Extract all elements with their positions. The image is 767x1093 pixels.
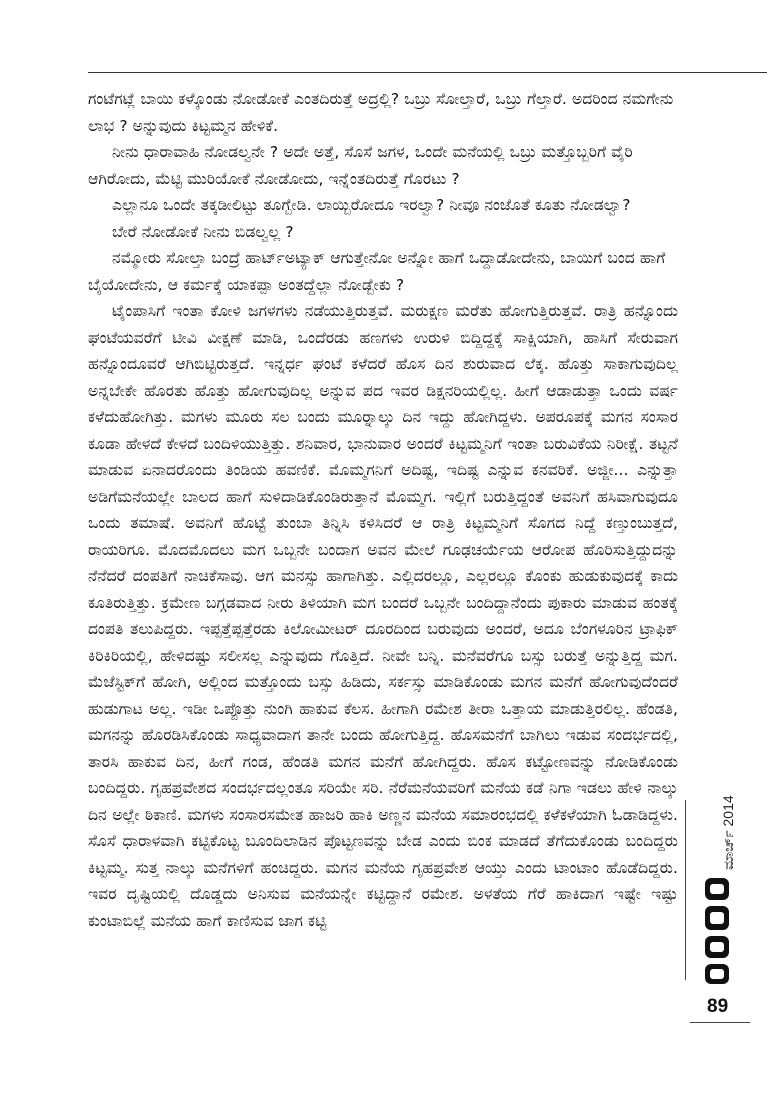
paragraph-5: ನಮ್ಮೋರು ಸೋಲ್ತಾ ಬಂದ್ರೆ ಹಾರ್ಟ್‌ಅಟ್ಯಾಕ್ ಆಗುತ್ತೇನೋ ಅನ್ನೋ ಹಾಗೆ ಒದ್ದಾಡೋದೇನು, ಬಾಯಿಗೆ ಬಂದ ಹಾಗೆ ಬೈಯೋದೇನು, ಆ ಕರ್ಮಕ್ಕೆ ಯಾಕಪ್ಪಾ ಅಂತದ್ದೆಲ್ಲಾ ನೋಡ್ಬೇಕು ? <box>88 249 666 294</box>
issue-label: ಮಾರ್ಚ್ 2014 <box>720 795 736 870</box>
paragraph-3: ಎಲ್ಲಾನೂ ಒಂದೇ ತಕ್ಕಡೀಲಿಟ್ಟು ತೂಗ್ಬೇಡಿ. ಲಾಯ್ಬಿರೋದೂ ಇರಲ್ವಾ? ನೀವೂ ನಂಜೊತೆ ಕೂತು ನೋಡಲ್ವಾ? <box>112 196 631 214</box>
header-rule <box>88 72 767 73</box>
paragraph-6: ಟೈಂಪಾಸಿಗೆ ಇಂತಾ ಕೋಳಿ ಜಗಳಗಳು ನಡೆಯುತ್ತಿರುತ್ತವೆ. ಮರುಕ್ಷಣ ಮರೆತು ಹೋಗುತ್ತಿರುತ್ತವೆ. ರಾತ್ರಿ ಹನ್ನೊಂದು ಘಂಟೆಯವರೆಗೆ ಟೀವಿ ವೀಕ್ಷಣೆ ಮಾಡಿ, ಒಂದೆರಡು ಹಣಗಳು ಉರುಳಿ ಬಿದ್ದಿದ್ದಕ್ಕೆ ಸಾಕ್ಷಿಯಾಗಿ, ಹಾಸಿಗೆ ಸೇರುವಾಗ ಹನ್ನೊಂದೂವರೆ ಆಗಿಬಿಟ್ಟಿರುತ್ತದೆ. ಇನ್ನರ್ಧ ಘಂಟೆ ಕಳೆದರೆ ಹೊಸ ದಿನ ಶುರುವಾದ ಲೆಕ್ಕ. ಹೊತ್ತು ಸಾಕಾಗುವುದಿಲ್ಲ ಅನ್ನಬೇಕೇ ಹೊರತು ಹೊತ್ತು ಹೋಗುವುದಿಲ್ಲ ಅನ್ನುವ ಪದ ಇವರ ಡಿಕ್ಷನರಿಯಲ್ಲಿಲ್ಲ. ಹೀಗೆ ಆಡಾಡುತ್ತಾ ಒಂದು ವರ್ಷ ಕಳೆದುಹೋಗಿತ್ತು. ಮಗಳು ಮೂರು ಸಲ ಬಂದು ಮೂರ್‍ನಾಲ್ಕು ದಿನ ಇದ್ದು ಹೋಗಿದ್ದಳು. ಅಪರೂಪಕ್ಕೆ ಮಗನ ಸಂಸಾರ ಕೂಡಾ ಹೇಳದೆ ಕೇಳದೆ ಬಂದಿಳಿಯುತ್ತಿತ್ತು. ಶನಿವಾರ, ಭಾನುವಾರ ಅಂದರೆ ಕಿಟ್ಟಮ್ಮನಿಗೆ ಇಂತಾ ಬರುವಿಕೆಯ ನಿರೀಕ್ಷೆ. ತಟ್ಟನೆ ಮಾಡುವ ಏನಾದರೊಂದು ತಿಂಡಿಯ ಹವಣಿಕೆ. ಮೊಮ್ಮಗನಿಗೆ ಅದಿಷ್ಟ, ಇದಿಷ್ಟ ಎನ್ನುವ ಕನವರಿಕೆ. ಅಜ್ಜೀ... ಎನ್ನುತ್ತಾ ಅಡಿಗೆಮನೆಯಲ್ಲೇ ಬಾಲದ ಹಾಗೆ ಸುಳಿದಾಡಿಕೊಂಡಿರುತ್ತಾನೆ ಮೊಮ್ಮಗ. ಇಲ್ಲಿಗೆ ಬರುತ್ತಿದ್ದಂತೆ ಅವನಿಗೆ ಹಸಿವಾಗುವುದೂ ಒಂದು ತಮಾಷೆ. ಅವನಿಗೆ ಹೊಟ್ಟೆ ತುಂಬಾ ತಿನ್ನಿಸಿ ಕಳಿಸಿದರೆ ಆ ರಾತ್ರಿ ಕಿಟ್ಟಮ್ಮನಿಗೆ ಸೊಗದ ನಿದ್ದೆ ಕಣ್ತುಂಬುತ್ತದೆ, ರಾಯರಿಗೂ. ಮೊದಮೊದಲು ಮಗ ಒಬ್ಬನೇ ಬಂದಾಗ ಅವನ ಮೇಲೆ ಗೂಢಚರ್ಯೆಯ ಆರೋಪ ಹೊರಿಸುತ್ತಿದ್ದುದನ್ನು ನೆನೆದರೆ ದಂಪತಿಗೆ ನಾಚಿಕೆಸಾವು. ಆಗ ಮನಸ್ಸು ಹಾಗಾಗಿತ್ತು. ಎಲ್ಲಿದರಲ್ಲೂ, ಎಲ್ಲರಲ್ಲೂ ಕೊಂಕು ಹುಡುಕುವುದಕ್ಕೆ ಕಾದು ಕೂತಿರುತ್ತಿತ್ತು. ಕ್ರಮೇಣ ಬಗ್ಗಡವಾದ ನೀರು ತಿಳಿಯಾಗಿ ಮಗ ಬಂದರೆ ಒಬ್ಬನೇ ಬಂದಿದ್ದಾನೆಂದು ಪುಕಾರು ಮಾಡುವ ಹಂತಕ್ಕೆ ದಂಪತಿ ತಲುಪಿದ್ದರು. ಇಪ್ಪತ್ತೆಪ್ಪತ್ತೆರಡು ಕಿಲೋಮೀಟರ್ ದೂರದಿಂದ ಬರುವುದು ಅಂದರೆ, ಅದೂ ಬೆಂಗಳೂರಿನ ಟ್ರಾಫಿಕ್ ಕಿರಿಕಿರಿಯಲ್ಲಿ, ಹೇಳಿದಷ್ಟು ಸಲೀಸಲ್ಲ ಎನ್ನುವುದು ಗೊತ್ತಿದೆ. ನೀವೇ ಬನ್ನಿ. ಮನೆವರೆಗೂ ಬಸ್ಸು ಬರುತ್ತೆ ಅನ್ನುತ್ತಿದ್ದ ಮಗ. ಮೆಜೆಸ್ಟಿಕ್‌ಗೆ ಹೋಗಿ, ಅಲ್ಲಿಂದ ಮತ್ತೊಂದು ಬಸ್ಸು ಹಿಡಿದು, ಸರ್ಕಸ್ಸು ಮಾಡಿಕೊಂಡು ಮಗನ ಮನೆಗೆ ಹೋಗುವುದೆಂದರೆ ಹುಡುಗಾಟ ಅಲ್ಲ. ಇಡೀ ಒಪ್ಪೊತ್ತು ನುಂಗಿ ಹಾಕುವ ಕೆಲಸ. ಹೀಗಾಗಿ ರಮೇಶ ತೀರಾ ಒತ್ತಾಯ ಮಾಡುತ್ತಿರಲಿಲ್ಲ. ಹೆಂಡತಿ, ಮಗನನ್ನು ಹೊರಡಿಸಿಕೊಂಡು ಸಾಧ್ಯವಾದಾಗ ತಾನೇ ಬಂದು ಹೋಗುತ್ತಿದ್ದ. ಹೊಸಮನೆಗೆ ಬಾಗಿಲು ಇಡುವ ಸಂದರ್ಭದಲ್ಲಿ, ತಾರಸಿ ಹಾಕುವ ದಿನ, ಹೀಗೆ ಗಂಡ, ಹೆಂಡತಿ ಮಗನ ಮನೆಗೆ ಹೋಗಿದ್ದರು. ಹೊಸ ಕಟ್ಟೋಣವನ್ನು ನೋಡಿಕೊಂಡು ಬಂದಿದ್ದರು. ಗೃಹಪ್ರವೇಶದ ಸಂದರ್ಭದಲ್ಲಂತೂ ಸರಿಯೇ ಸರಿ. ನೆರೆಮನೆಯವರಿಗೆ ಮನೆಯ ಕಡೆ ನಿಗಾ ಇಡಲು ಹೇಳಿ ನಾಲ್ಕು ದಿನ ಅಲ್ಲೇ ಠಿಕಾಣಿ. ಮಗಳು ಸಂಸಾರಸಮೇತ ಹಾಜರಿ ಹಾಕಿ ಅಣ್ಣನ ಮನೆಯ ಸಮಾರಂಭದಲ್ಲಿ ಕಳೆಕಳೆಯಾಗಿ ಓಡಾಡಿದ್ದಳು. ಸೊಸೆ ಧಾರಾಳವಾಗಿ ಕಟ್ಟಿಕೊಟ್ಟ ಬೂಂದಿಲಾಡಿನ ಪೊಟ್ಟಣವನ್ನು ಬೇಡ ಎಂದು ಬಿಂಕ ಮಾಡದೆ ತೆಗೆದುಕೊಂಡು ಬಂದಿದ್ದರು ಕಿಟ್ಟಮ್ಮ. ಸುತ್ತ ನಾಲ್ಕು ಮನೆಗಳಿಗೆ ಹಂಚಿದ್ದರು. ಮಗನ ಮನೆಯ ಗೃಹಪ್ರವೇಶ ಆಯ್ತು ಎಂದು ಟಾಂಟಾಂ ಹೊಡೆದಿದ್ದರು. ಇವರ ದೃಷ್ಟಿಯಲ್ಲಿ ದೊಡ್ಡದು ಅನಿಸುವ ಮನೆಯನ್ನೇ ಕಟ್ಟಿದ್ದಾನೆ ರಮೇಶ. ಅಳತೆಯ ಗೆರೆ ಹಾಕಿದಾಗ ಇಷ್ಟೇ ಇಷ್ಟು ಕುಂಟಾಬಿಲ್ಲೆ ಮನೆಯ ಹಾಗೆ ಕಾಣಿಸುವ ಜಾಗ ಕಟ್ಟಿ <box>88 302 678 930</box>
paragraph-1: ಗಂಟೆಗಟ್ಲೆ ಬಾಯಿ ಕಳ್ಕೊಂಡು ನೋಡೋಕೆ ಎಂತದಿರುತ್ತೆ ಅದ್ರಲ್ಲಿ? ಒಬ್ರು ಸೋಲ್ತಾರೆ, ಒಬ್ರು ಗೆಲ್ತಾರೆ. ಅದರಿಂದ ನಮಗೇನು ಲಾಭ ? ಅನ್ನುವುದು ಕಿಟ್ಟಮ್ಮನ ಹೇಳಿಕೆ. <box>88 90 674 135</box>
magazine-logo <box>697 870 737 990</box>
paragraph-2: ನೀನು ಧಾರಾವಾಹಿ ನೋಡಲ್ವನೇ ? ಅದೇ ಅತ್ತೆ, ಸೊಸೆ ಜಗಳ, ಒಂದೇ ಮನೆಯಲ್ಲಿ ಒಬ್ರು ಮತ್ತೊಬ್ಬರಿಗೆ ವೈರಿ ಆಗಿರೋದು, ಮೆಟ್ಟಿ ಮುರಿಯೋಕೆ ನೋಡೋದು, ಇನ್ನೆಂತದಿರುತ್ತೆ ಗೊರಟು ? <box>88 143 633 188</box>
footer-rule <box>690 1022 750 1023</box>
page-number: 89 <box>707 996 729 1017</box>
paragraph-4: ಬೇರೆ ನೋಡೋಕೆ ನೀನು ಬಿಡಲ್ವಲ್ಲ ? <box>112 222 294 241</box>
article-body <box>88 86 678 934</box>
sidebar-rule <box>685 800 686 980</box>
